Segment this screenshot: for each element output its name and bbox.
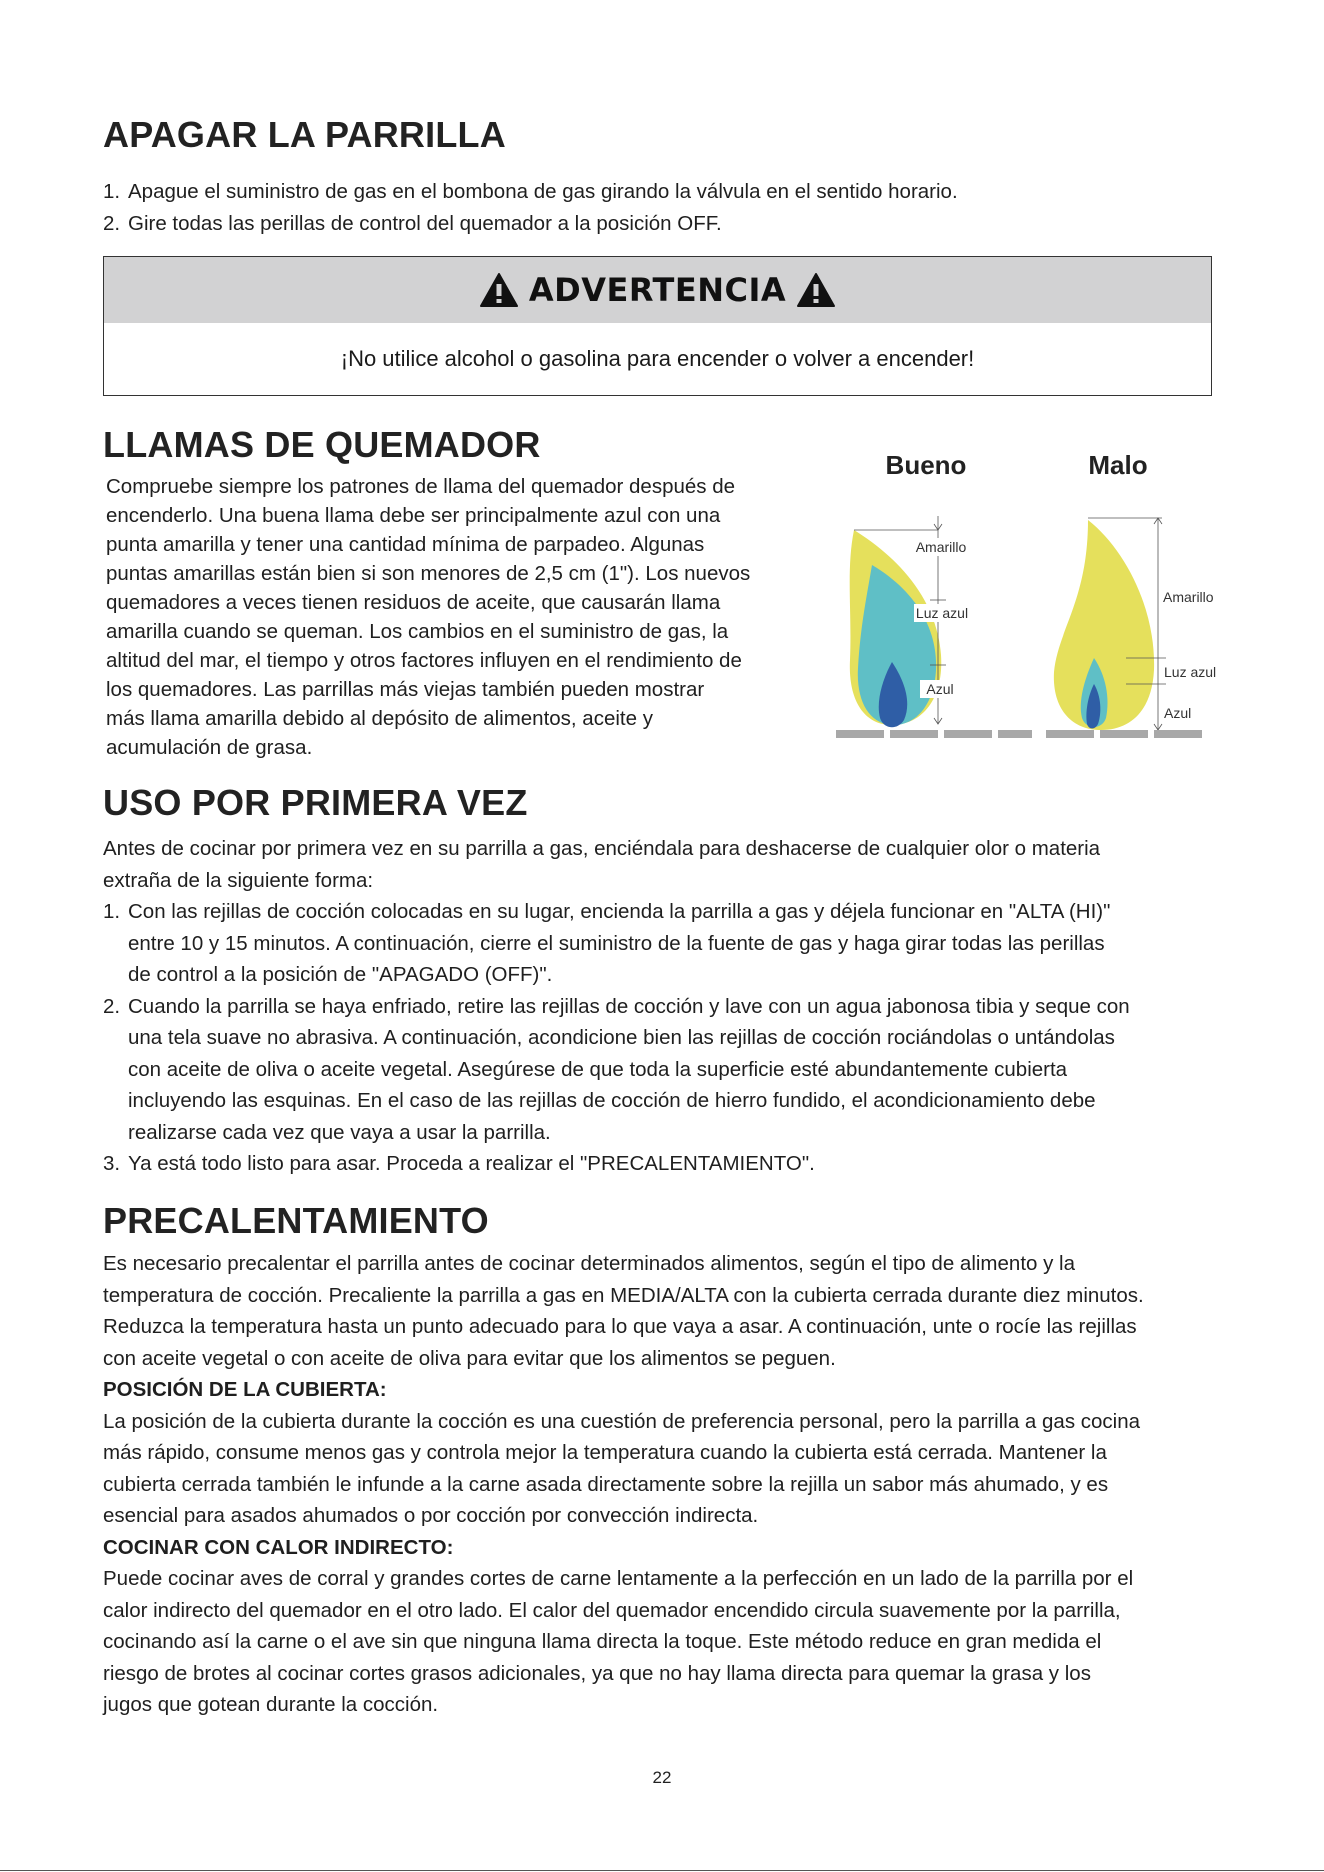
bad-yellow-label: Amarillo — [1163, 589, 1214, 605]
warning-triangle-icon — [796, 272, 836, 308]
section-title-precalentamiento: PRECALENTAMIENTO — [103, 1200, 489, 1241]
subheading-cubierta: POSICIÓN DE LA CUBIERTA: — [103, 1378, 387, 1401]
apagar-steps — [103, 176, 1213, 239]
flame-figure — [826, 440, 1236, 750]
precalentamiento-body: Es necesario precalentar el parrilla antes de cocinar determinados alimentos, según el tipo de alimento y la temperatura de cocción. Precaliente la parrilla a gas en MEDIA/ALTA con la cubierta cerrada durante diez minutos. Reduzca la temperatura hasta un punto adecuado para lo que vaya a asar. A continuación, unte o rocíe las rejillas con aceite vegetal o con aceite de oliva para evitar que los alimentos se peguen. POSICIÓN DE LA CUBIERTA: La posición de la cubierta durante la cocción es una cuestión de preferencia personal, pero la parrilla a gas cocina más rápido, consume menos gas y controla mejor la temperatura cuando la cubierta está cerrada. Mantener la cubierta cerrada también le infunde a la carne asada directamente sobre la rejilla un sabor más ahumado, y es esencial para asados ahumados o por cocción por convección indirecta. COCINAR CON CALOR INDIRECTO: Puede cocinar aves de corral y grandes cortes de carne lentamente a la perfección en un lado de la parrilla por el calor indirecto del quemador en el otro lado. El calor del quemador encendido circula suavemente por la parrilla, cocinando así la carne o el ave sin que ninguna llama directa la toque. Este método reduce en gran medida el riesgo de brotes al cocinar cortes grasos adicionales, ya que no hay llama directa para quemar la grasa y los jugos que gotean durante la cocción. — [103, 1248, 1233, 1721]
list-item: 2. Gire todas las perillas de control del quemador a la posición OFF. — [103, 211, 722, 235]
good-flame — [850, 516, 970, 727]
good-blue-label: Azul — [926, 681, 954, 697]
uso-section-body: Antes de cocinar por primera vez en su parrilla a gas, enciéndala para deshacerse de cualquier olor o materia extraña de la siguiente forma: 1. Con las rejillas de cocción colocadas en su lugar, encienda la parrilla a gas y déjela funcionar en "ALTA (HI)" entre 10 y 15 minutos. A continuación, cierre el suministro de la fuente de gas y haga girar todas las perillas de control a la posición de "APAGADO (OFF)". 2. Cuando la parrilla se haya enfriado, retire las rejillas de cocción y lave con un agua jabonosa tibia y seque con una tela suave no abrasiva. A continuación, acondicione bien las rejillas de cocción rociándolas o untándolas con aceite de oliva o aceite vegetal. Asegúrese de que toda la superficie esté abundantemente cubierta incluyendo las esquinas. En el caso de las rejillas de cocción de hierro fundido, el acondicionamiento debe realizarse cada vez que vaya a usar la parrilla. 3. Ya está todo listo para asar. Proceda a realizar el "PRECALENTAMIENTO". — [103, 833, 1223, 1180]
section-title-apagar: APAGAR LA PARRILLA — [103, 114, 506, 155]
uso-steps — [103, 896, 1223, 1180]
flame-good-title: Bueno — [885, 450, 967, 480]
bottom-rule — [0, 1870, 1324, 1871]
list-item: 1. Con las rejillas de cocción colocadas en su lugar, encienda la parrilla a gas y déjela funcionar en "ALTA (HI)" entre 10 y 15 minutos. A continuación, cierre el suministro de la fuente de gas y haga girar todas las perillas de control a la posición de "APAGADO (OFF)". — [103, 900, 1111, 986]
bad-flame — [1054, 518, 1216, 730]
bad-lightblue-label: Luz azul — [1164, 664, 1217, 680]
good-lightblue-label: Luz azul — [915, 605, 969, 621]
section-title-llamas: LLAMAS DE QUEMADOR — [103, 424, 541, 465]
list-item: 1. Apague el suministro de gas en el bombona de gas girando la válvula en el sentido horario. — [103, 180, 958, 203]
list-item: 3. Ya está todo listo para asar. Proceda a realizar el "PRECALENTAMIENTO". — [103, 1152, 815, 1175]
warning-box — [103, 256, 1212, 396]
flame-bad-title: Malo — [1088, 450, 1148, 480]
subheading-calor-indirecto: COCINAR CON CALOR INDIRECTO: — [103, 1535, 454, 1559]
warning-text: ¡No utilice alcohol o gasolina para encender o volver a encender! — [340, 346, 975, 371]
warning-header — [104, 257, 1211, 323]
good-yellow-label: Amarillo — [915, 539, 967, 555]
warning-triangle-icon — [479, 272, 519, 308]
warning-title: ADVERTENCIA — [528, 271, 787, 309]
llamas-paragraph: Compruebe siempre los patrones de llama del quemador después de encenderlo. Una buena llama debe ser principalmente azul con una punta amarilla y tener una cantidad mínima de parpadeo. Algunas puntas amarillas están bien si son menores de 2,5 cm (1"). Los nuevos quemadores a veces tienen residuos de aceite, que causarán llama amarilla cuando se queman. Los cambios en el suministro de gas, la altitud del mar, el tiempo y otros factores influyen en el rendimiento de los quemadores. Las parrillas más viejas también pueden mostrar más llama amarilla debido al depósito de alimentos, aceite y acumulación de grasa. — [106, 475, 751, 759]
section-title-uso: USO POR PRIMERA VEZ — [103, 782, 528, 823]
page-number: 22 — [652, 1768, 672, 1787]
bad-blue-label: Azul — [1164, 705, 1192, 721]
list-item: 2. Cuando la parrilla se haya enfriado, retire las rejillas de cocción y lave con un agua jabonosa tibia y seque con una tela suave no abrasiva. A continuación, acondicione bien las rejillas de cocción rociándolas o untándolas con aceite de oliva o aceite vegetal. Asegúrese de que toda la superficie esté abundantemente cubierta incluyendo las esquinas. En el caso de las rejillas de cocción de hierro fundido, el acondicionamiento debe realizarse cada vez que vaya a usar la parrilla. — [103, 994, 1130, 1144]
burner-bars — [836, 730, 1202, 738]
